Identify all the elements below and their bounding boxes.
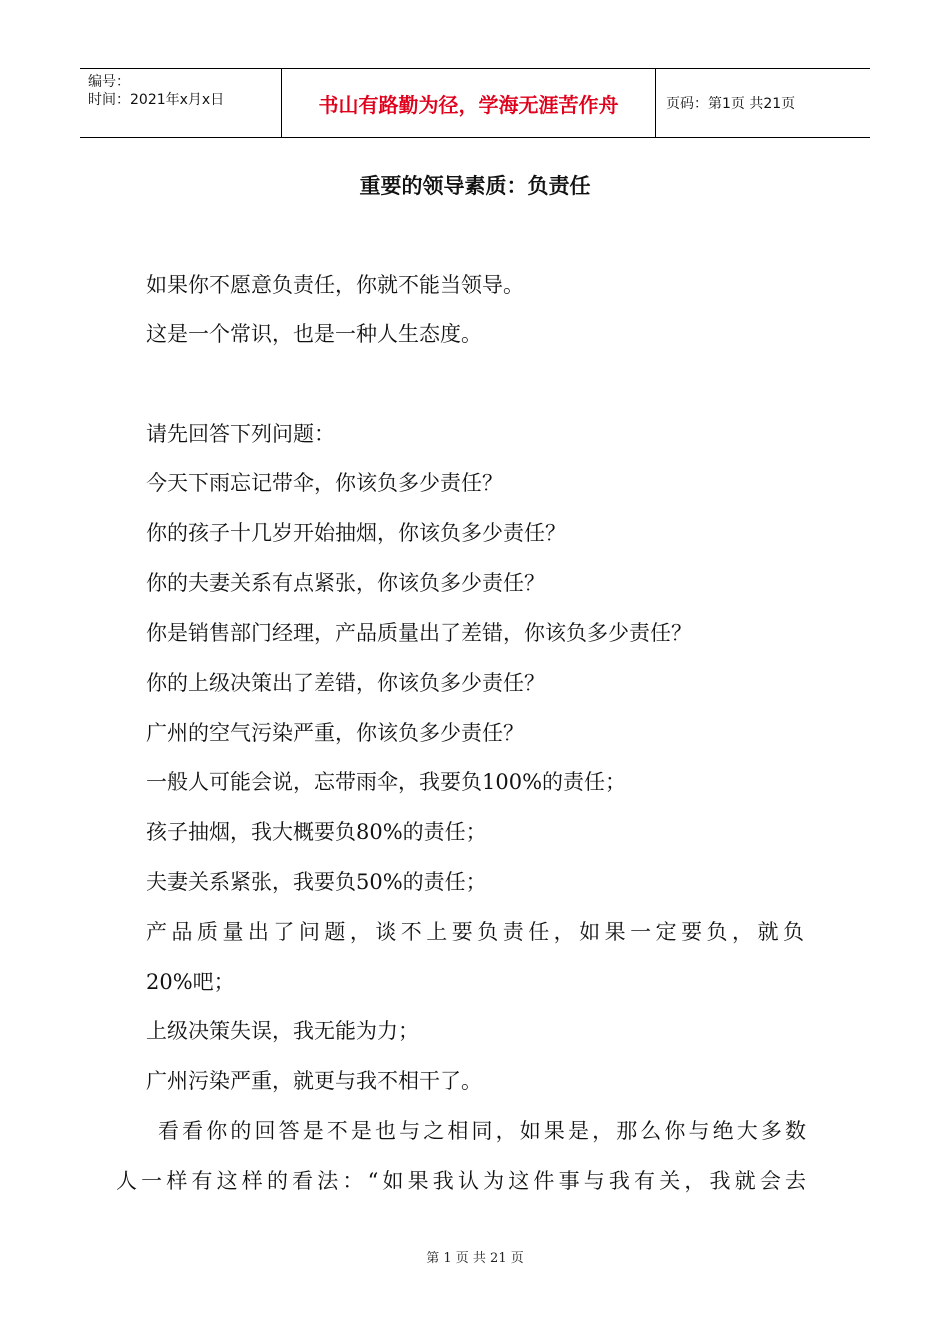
document-number-label: 编号： (88, 74, 130, 90)
body-line: 广州污染严重，就更与我不相干了。 (146, 1069, 482, 1093)
body-line: 你的上级决策出了差错，你该负多少责任？ (146, 671, 545, 695)
body-line: 你的夫妻关系有点紧张，你该负多少责任？ (146, 571, 545, 595)
body-line: 看看你的回答是不是也与之相同，如果是，那么你与绝大多数 (158, 1119, 806, 1143)
body-line: 这是一个常识，也是一种人生态度。 (146, 322, 482, 346)
page-footer: 第 1 页 共 21 页 (426, 1251, 524, 1266)
body-line: 20%吧； (146, 970, 235, 994)
body-line: 你是销售部门经理，产品质量出了差错，你该负多少责任？ (146, 621, 692, 645)
body-line: 产品质量出了问题，谈不上要负责任，如果一定要负，就负 (146, 920, 804, 944)
document-title: 重要的领导素质：负责任 (359, 174, 591, 198)
body-line: 请先回答下列问题： (146, 422, 335, 446)
body-line: 孩子抽烟，我大概要负80%的责任； (146, 820, 487, 844)
body-line: 你的孩子十几岁开始抽烟，你该负多少责任？ (146, 521, 566, 545)
body-line: 夫妻关系紧张，我要负50%的责任； (146, 870, 487, 894)
document-time-label: 时间：2021年x月x日 (88, 92, 225, 108)
body-line: 今天下雨忘记带伞，你该负多少责任？ (146, 471, 503, 495)
body-line: 一般人可能会说，忘带雨伞，我要负100%的责任； (146, 770, 627, 794)
body-line: 广州的空气污染严重，你该负多少责任？ (146, 721, 524, 745)
header-table (80, 68, 870, 138)
body-line: 上级决策失误，我无能为力； (146, 1019, 419, 1043)
header-motto: 书山有路勤为径，学海无涯苦作舟 (282, 69, 656, 137)
body-line: 如果你不愿意负责任，你就不能当领导。 (146, 273, 524, 297)
header-page-info: 页码：第1页 共21页 (666, 96, 796, 112)
header-meta-cell (80, 69, 282, 137)
body-line: 人一样有这样的看法：“如果我认为这件事与我有关，我就会去 (116, 1169, 806, 1193)
